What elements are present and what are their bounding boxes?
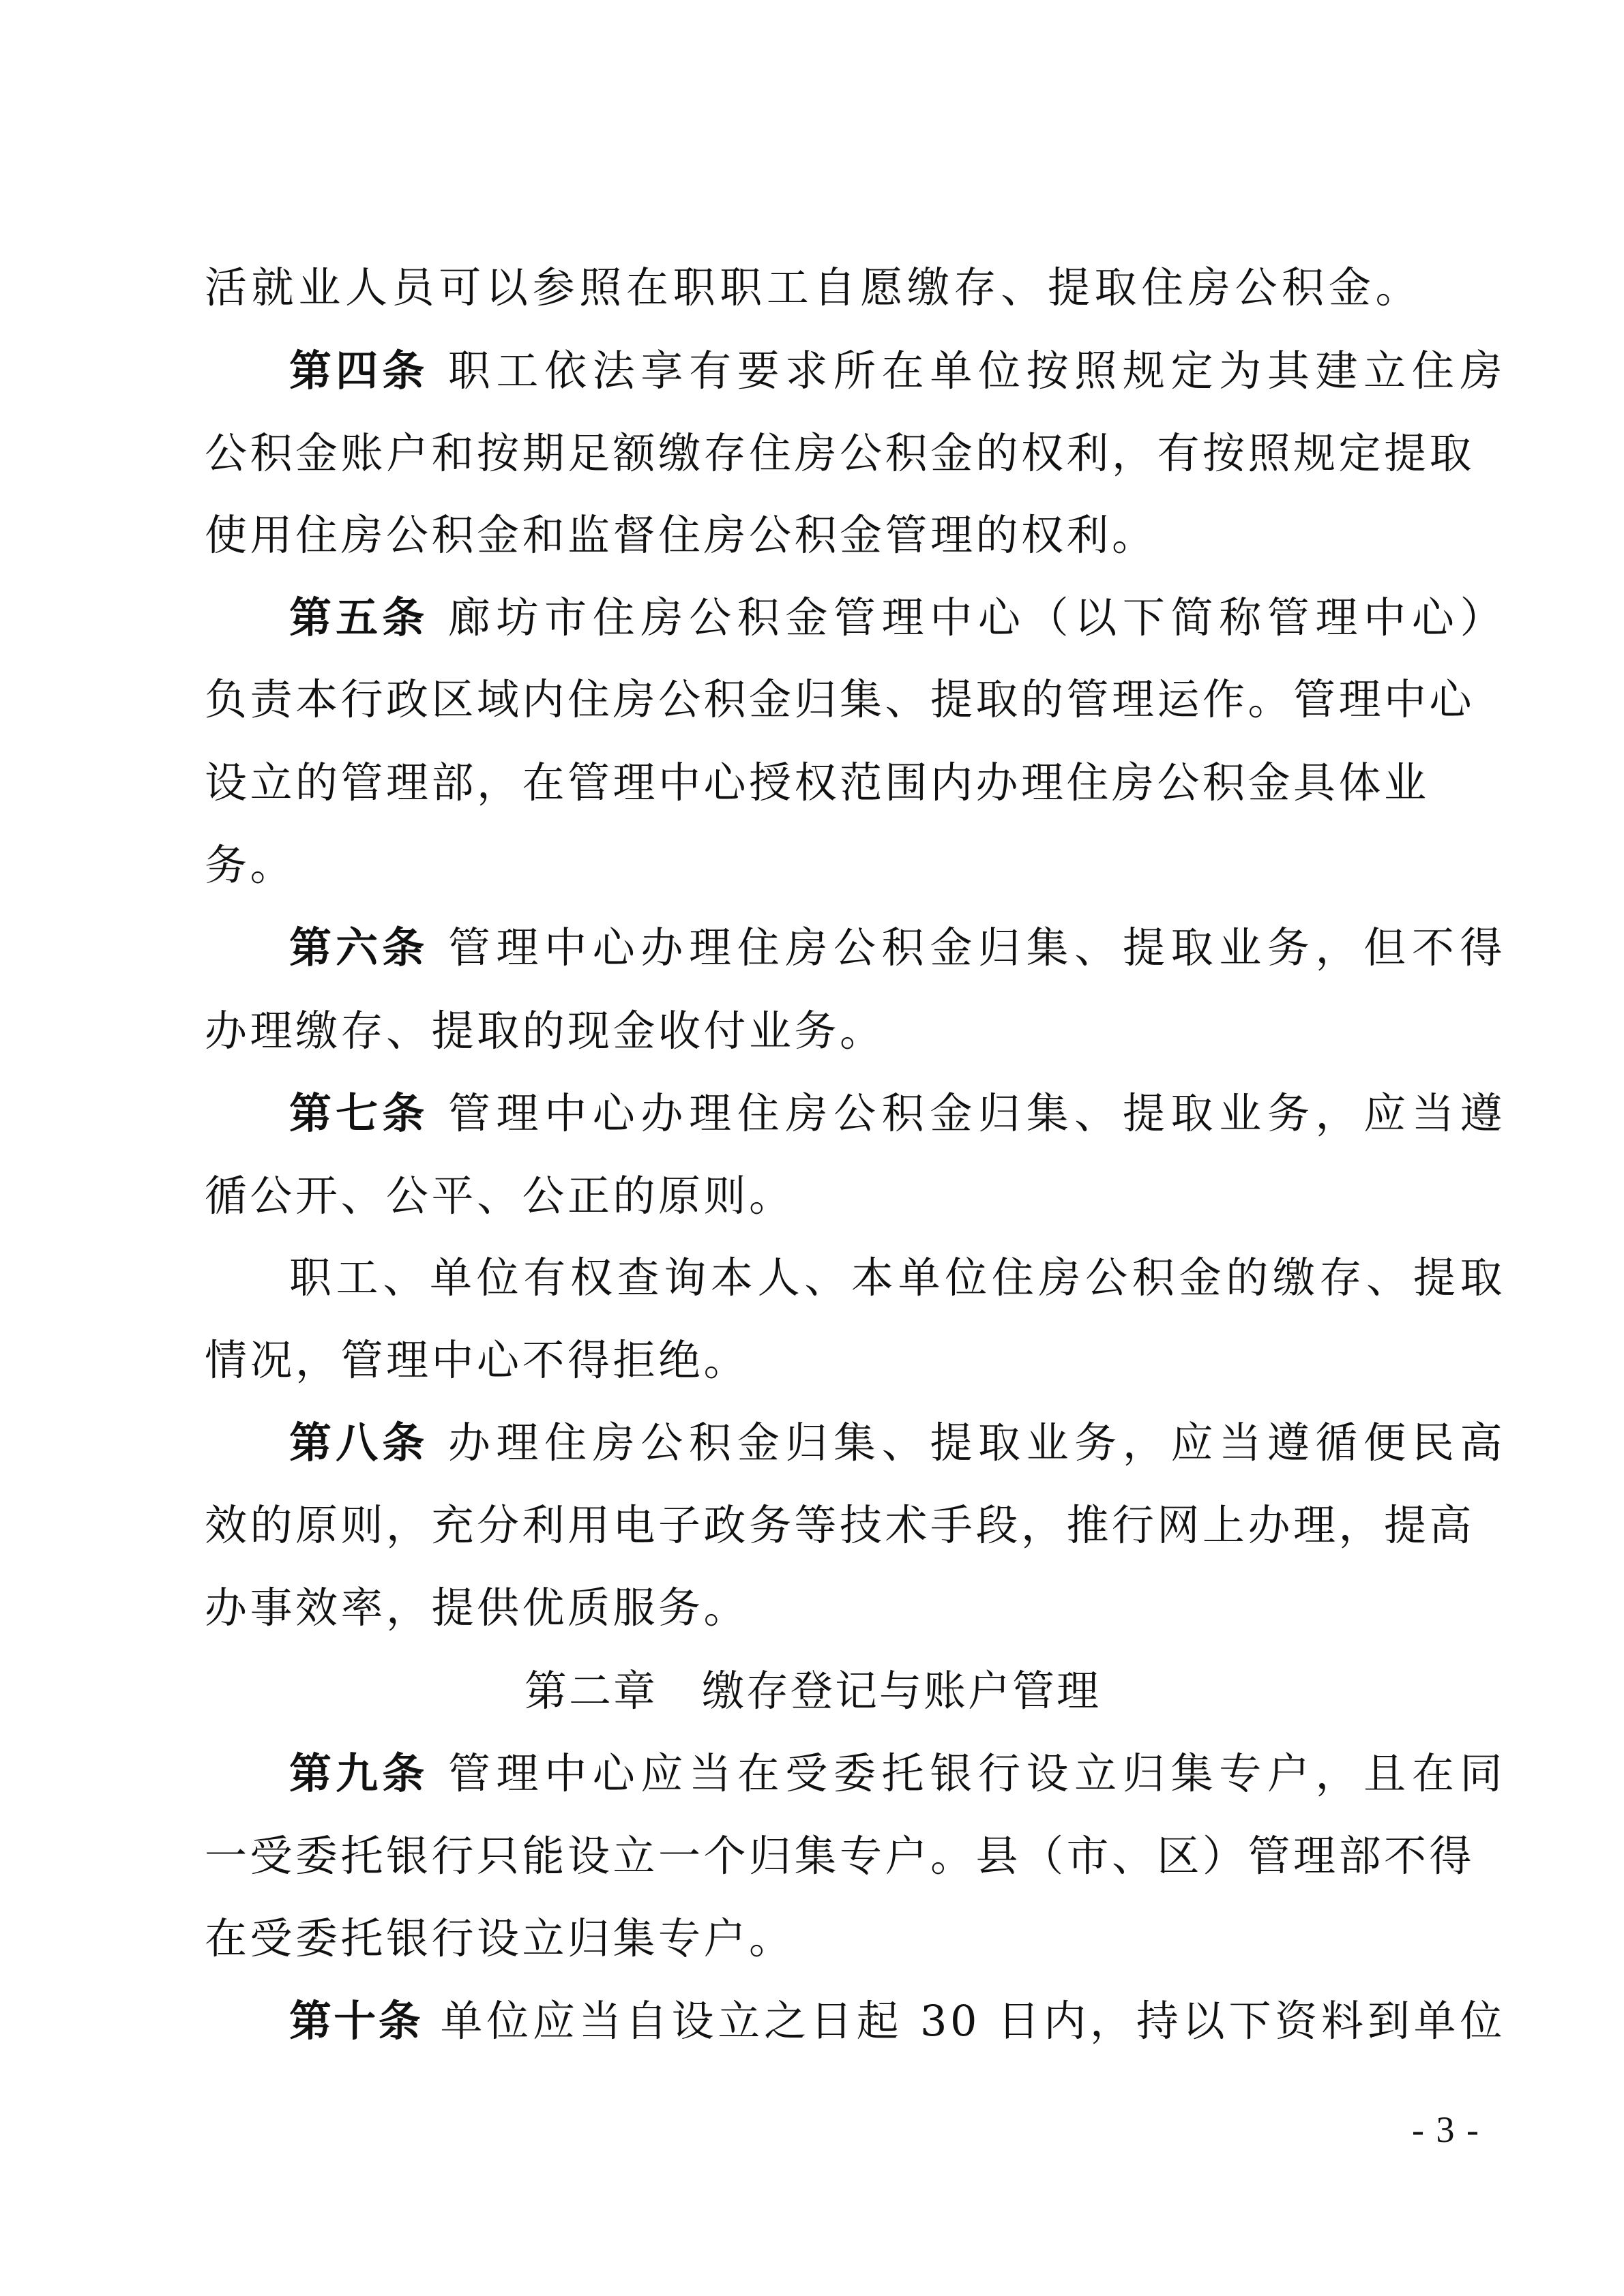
text-line [205, 758, 1430, 807]
line-text: 廊坊市住房公积金管理中心（以下简称管理中心） [447, 593, 1505, 642]
text-line [205, 1336, 749, 1385]
article-label: 第九条 [289, 1748, 429, 1798]
article-10-line [205, 1997, 1505, 2046]
article-4-line [205, 346, 1505, 396]
line-text: 效的原则，充分利用电子政务等技术手段，推行网上办理，提高 [205, 1500, 1475, 1550]
line-text: 管理中心办理住房公积金归集、提取业务，应当遵 [447, 1088, 1505, 1138]
text-line [205, 1914, 795, 1963]
article-label: 第五条 [289, 593, 429, 642]
line-text: 使用住房公积金和监督住房公积金管理的权利。 [205, 510, 1157, 560]
article-9-line [205, 1749, 1505, 1798]
text-line [205, 263, 1421, 312]
text-line [205, 1831, 1475, 1881]
article-label: 第六条 [289, 923, 429, 972]
text-line [205, 1500, 1475, 1550]
line-text: 职工依法享有要求所在单位按照规定为其建立住房 [447, 346, 1505, 396]
page-number: - 3 - [1412, 2109, 1480, 2150]
line-text: 公积金账户和按期足额缴存住房公积金的权利，有按照规定提取 [205, 428, 1475, 478]
line-text: 办理住房公积金归集、提取业务，应当遵循便民高 [447, 1418, 1505, 1467]
article-label: 第七条 [289, 1088, 429, 1138]
line-text: 管理中心办理住房公积金归集、提取业务，但不得 [447, 923, 1505, 972]
line-text: 设立的管理部，在管理中心授权范围内办理住房公积金具体业 [205, 758, 1430, 807]
text-line [205, 1253, 1505, 1302]
text-line [205, 674, 1475, 724]
chapter-heading: 第二章 缴存登记与账户管理 [524, 1666, 1101, 1716]
text-line [205, 511, 1157, 560]
line-text: 务。 [205, 840, 296, 890]
article-label: 第十条 [289, 1996, 423, 2046]
article-8-line [205, 1418, 1505, 1467]
line-text: 活就业人员可以参照在职职工自愿缴存、提取住房公积金。 [205, 263, 1421, 312]
line-text: 负责本行政区域内住房公积金归集、提取的管理运作。管理中心 [205, 674, 1475, 724]
line-text: 职工、单位有权查询本人、本单位住房公积金的缴存、提取 [289, 1253, 1505, 1302]
article-6-line [205, 923, 1505, 972]
text-line [205, 1172, 795, 1221]
text-line [205, 428, 1475, 478]
line-text: 情况，管理中心不得拒绝。 [205, 1335, 750, 1385]
line-text: 单位应当自设立之日起 30 日内，持以下资料到单位 [440, 1996, 1505, 2046]
article-label: 第八条 [289, 1418, 429, 1467]
article-label: 第四条 [289, 346, 429, 396]
line-text: 管理中心应当在受委托银行设立归集专户，且在同 [447, 1748, 1505, 1798]
text-line [205, 841, 295, 890]
line-text: 办理缴存、提取的现金收付业务。 [205, 1006, 885, 1056]
line-text: 一受委托银行只能设立一个归集专户。县（市、区）管理部不得 [205, 1831, 1475, 1881]
article-5-line [205, 593, 1505, 642]
text-line [205, 1583, 749, 1632]
text-line [205, 1007, 885, 1056]
line-text: 在受委托银行设立归集专户。 [205, 1913, 795, 1963]
line-text: 办事效率，提供优质服务。 [205, 1583, 750, 1632]
article-7-line [205, 1089, 1505, 1138]
line-text: 循公开、公平、公正的原则。 [205, 1171, 795, 1221]
